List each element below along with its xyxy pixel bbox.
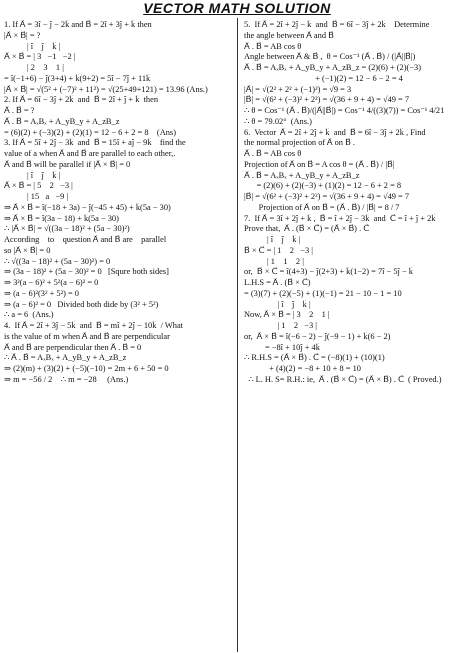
right-column-line: A⃗ . B⃗ = AB cos θ [244, 41, 302, 51]
right-column-line: B⃗ × C⃗ = | 1 2 −3 | [244, 245, 313, 255]
left-column-line: is the value of m when A⃗ and B⃗ are perpendicular [4, 331, 170, 341]
right-column-line: + (−1)(2) = 12 − 6 − 2 = 4 [244, 73, 403, 83]
right-column-line: + (4)(2) = −8 + 10 + 8 = 10 [244, 364, 361, 373]
left-column-line: | 15 a −9 | [4, 192, 69, 201]
right-column-line: A⃗ . B⃗ = AB cos θ [244, 149, 302, 158]
left-column-line: ⇒ 3²(a − 6)² + 5²(a − 6)² = 0 [4, 278, 99, 287]
right-column-line: |A⃗| = √(2² + 2² + (−1)²) = √9 = 3 [244, 84, 352, 94]
right-column-line: the angle between A⃗ and B⃗ [244, 30, 334, 40]
right-column-line: | 1 2 −3 | [244, 321, 317, 330]
left-column-line: = (6)(2) + (−3)(2) + (2)(1) = 12 − 6 + 2 = 8 (Ans) [4, 127, 176, 137]
left-column-line: A⃗ . B⃗ = AₓBₓ + A_yB_y + A_zB_z [4, 116, 120, 126]
right-column-line: ∴ θ = 79.02° (Ans.) [244, 116, 312, 126]
left-column-line: ⇒ (a − 6)²(3² + 5²) = 0 [4, 288, 79, 298]
left-column-line: ⇒ m = −56 / 2 ∴ m = −28 (Ans.) [4, 374, 129, 384]
right-column-line: ∴ R.H.S = (A⃗ × B⃗) . C⃗ = (−8)(1) + (10)(1) [244, 353, 385, 363]
right-column-line: |B⃗| = √(6² + (−3)² + 2²) = √(36 + 9 + 4) = √49 = 7 [244, 95, 410, 105]
left-column-line: ⇒ (a − 6)² = 0 Divided both dide by (3² + 5²) [4, 299, 159, 309]
left-column-line: ∴ |A⃗ × B⃗| = √((3a − 18)² + (5a − 30)²) [4, 224, 130, 234]
right-column-line: = (2)(6) + (2)(−3) + (1)(2) = 12 − 6 + 2 = 8 [244, 181, 402, 191]
right-column-line: A⃗ . B⃗ = AₓBₓ + A_yB_y + A_zB_z [244, 170, 360, 180]
left-column-line: 2. If A⃗ = 6î − 3ĵ + 2k̂ and B⃗ = 2î + ĵ + k̂ then [4, 95, 159, 105]
right-column-line: or, B⃗ × C⃗ = î(4+3) − ĵ(2+3) + k̂(1−2) = 7î − 5ĵ − k̂ [244, 267, 413, 277]
right-column-line: = (3)(7) + (2)(−5) + (1)(−1) = 21 − 10 − 1 = 10 [244, 288, 402, 298]
left-column-line: = î(−1+6) − ĵ(3+4) + k̂(9+2) = 5î − 7ĵ + 11k̂ [4, 73, 151, 83]
right-column-line: = −8î + 10ĵ + 4k̂ [244, 342, 320, 352]
left-column-line: 1. If A⃗ = 3î − ĵ − 2k̂ and B⃗ = 2î + 3ĵ + k̂ then [4, 20, 152, 29]
left-column-line: ∴ a = 6 (Ans.) [4, 310, 54, 320]
right-column-line: | î ĵ k̂ | [244, 299, 311, 309]
right-column-line: ∴ L. H. S= R.H.: ie, A⃗ . (B⃗ × C⃗) = (A⃗ × B⃗) . C⃗ ( Proved.) [244, 374, 442, 384]
left-column-line: A⃗ and B⃗ will be parallel if |A⃗ × B⃗| = 0 [4, 159, 131, 169]
left-column-line: ∴ A⃗ . B⃗ = AₓBₓ + A_yB_y + A_zB_z [4, 353, 127, 363]
right-column-line: Prove that, A⃗ . (B⃗ × C⃗) = (A⃗ × B⃗) . C⃗ [244, 224, 370, 234]
right-column-line: A⃗ . B⃗ = AₓBₓ + A_yB_y + A_zB_z = (2)(6) + (2)(−3) [244, 63, 422, 72]
right-column-line: |B⃗| = √(6² + (−3)² + 2²) = √(36 + 9 + 4) = √49 = 7 [244, 192, 410, 201]
left-column-line: ⇒ (3a − 18)² + (5a − 30)² = 0 [Squre both sides] [4, 267, 169, 277]
right-column-line: Angle between A⃗ & B⃗ , θ = Cos⁻¹ (A⃗ . B⃗) / (|A⃗||B⃗|) [244, 52, 416, 62]
left-column-line: ⇒ A⃗ × B⃗ = î(3a − 18) + k̂(5a − 30) [4, 213, 119, 223]
right-column-line: 6. Vector A⃗ = 2î + 2ĵ + k̂ and B⃗ = 6î − 3ĵ + 2k̂ , Find [244, 127, 426, 137]
right-column-line: 5. If A⃗ = 2î + 2ĵ − k̂ and B⃗ = 6î − 3ĵ + 2k̂ Determine [244, 20, 430, 29]
left-column-line: |A⃗ × B⃗| = ? [4, 30, 41, 40]
column-divider [237, 18, 238, 652]
left-column-line: A⃗ and B⃗ are perpendicular then A⃗ . B⃗ = 0 [4, 342, 142, 352]
left-column-line: | î ĵ k̂ | [4, 41, 61, 51]
right-column-line: the normal projection of A⃗ on B⃗ . [244, 138, 356, 148]
left-column-line: value of a when A⃗ and B⃗ are parallel to each other,. [4, 149, 176, 158]
left-column-line: A⃗ × B⃗ = | 5 2 −3 | [4, 181, 73, 191]
left-column-line: so |A⃗ × B⃗| = 0 [4, 245, 51, 255]
right-column-line: 7. If A⃗ = 3î + 2ĵ + k̂ , B⃗ = î + 2ĵ − 3k̂ and C⃗ = î + ĵ + 2k̂ [244, 213, 436, 223]
page-title: VECTOR MATH SOLUTION [143, 0, 331, 16]
right-column-line: | î ĵ k̂ | [244, 235, 301, 244]
left-column-line: ⇒ A⃗ × B⃗ = î(−18 + 3a) − ĵ(−45 + 45) + k̂(5a − 30) [4, 202, 171, 212]
right-column-line: Now, A⃗ × B⃗ = | 3 2 1 | [244, 310, 330, 320]
left-column-line: A⃗ × B⃗ = | 3 −1 −2 | [4, 52, 76, 62]
left-column-line: A⃗ . B⃗ = ? [4, 106, 35, 115]
left-column-line: According to question A⃗ and B⃗ are parallel [4, 235, 167, 244]
left-column-line: |A⃗ × B⃗| = √(5² + (−7)² + 11²) = √(25+49+121) = 13.96 (Ans.) [4, 84, 208, 94]
right-column-line: L.H.S = A⃗ . (B⃗ × C⃗) [244, 278, 311, 287]
left-column [4, 20, 230, 652]
right-column-line: | 1 1 2 | [244, 256, 304, 266]
left-column-line: ⇒ (2)(m) + (3)(2) + (−5)(−10) = 2m + 6 + 50 = 0 [4, 364, 169, 373]
left-column-line: 4. If A⃗ = 2î + 3ĵ − 5k̂ and B⃗ = mî + 2ĵ − 10k̂ / What [4, 321, 183, 330]
right-column-line: ∴ θ = Cos⁻¹ (A⃗ . B⃗)/(|A⃗||B⃗|) = Cos⁻¹ 4/((3)(7)) = Cos⁻¹ 4/21 [244, 106, 445, 115]
left-column-line: 3. If A⃗ = 5î + 2ĵ − 3k̂ and B⃗ = 15î + aĵ − 9k̂ find the [4, 138, 186, 148]
right-column-line: Projection of A⃗ on B⃗ = (A⃗ . B⃗) / |B⃗| = 8 / 7 [244, 202, 400, 212]
right-column-line: or, A⃗ × B⃗ = î(−6 − 2) − ĵ(−9 − 1) + k̂(6 − 2) [244, 331, 391, 341]
right-column-line: Projection of A⃗ on B⃗ = A cos θ = (A⃗ . B⃗) / |B⃗| [244, 159, 395, 169]
left-column-line: | 2 3 1 | [4, 63, 64, 72]
left-column-line: ∴ √((3a − 18)² + (5a − 30)²) = 0 [4, 256, 111, 266]
right-column [244, 20, 470, 652]
left-column-line: | î ĵ k̂ | [4, 170, 61, 180]
